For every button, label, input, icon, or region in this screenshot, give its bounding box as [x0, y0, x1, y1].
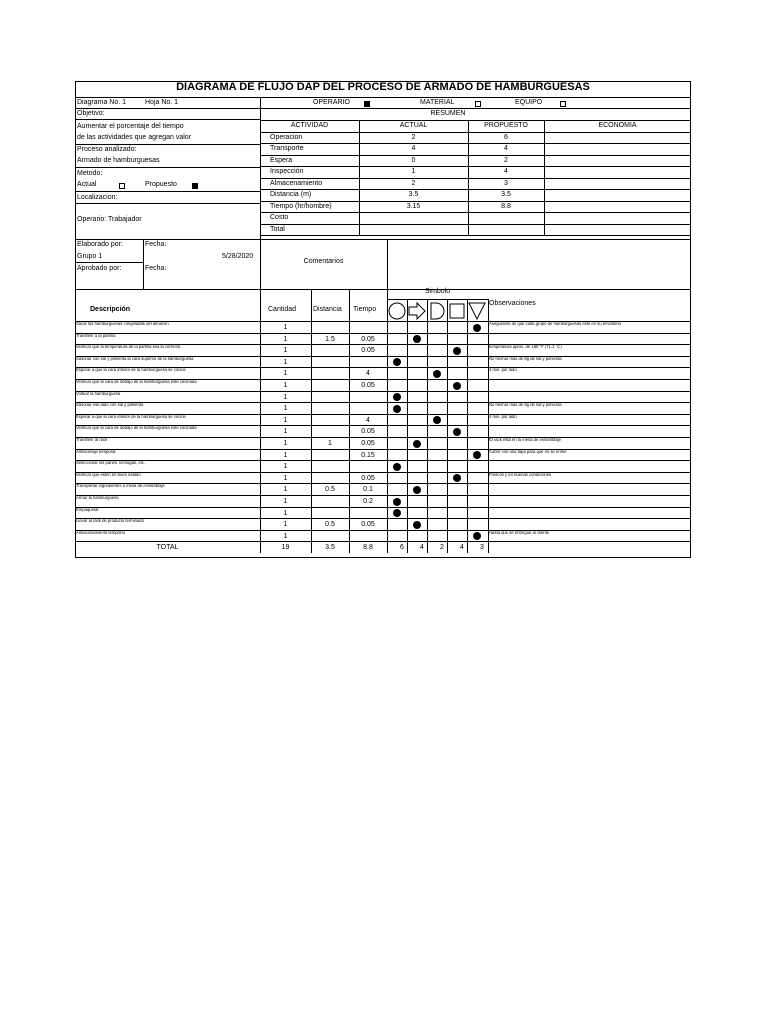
row-observaciones: temperatura aprox. de 160 °F (71.1 °C)	[489, 344, 562, 350]
resumen-propuesto: 3.5	[501, 191, 511, 198]
total-cantidad: 19	[281, 544, 290, 552]
row-description: Verificar que la cara de debajo de la hamburguesa este cocinada	[76, 379, 197, 384]
row-tiempo: 0.15	[361, 451, 375, 459]
row-tiempo: 0.05	[361, 382, 375, 389]
elaborado-label: Elaborado por:	[77, 241, 123, 248]
symbol-mark	[413, 440, 421, 448]
resumen-activity: Inspección	[270, 168, 304, 175]
divider	[260, 201, 691, 202]
fecha-value: 5/28/2020	[222, 253, 254, 260]
symbol-mark	[413, 521, 421, 529]
row-description: Almacenamiento temporal	[76, 529, 125, 535]
divider	[260, 178, 691, 179]
divider	[75, 203, 260, 204]
symbol-mark	[433, 370, 441, 378]
divider	[75, 262, 143, 263]
row-cantidad: 1	[283, 486, 288, 494]
divider	[75, 108, 691, 109]
row-observaciones: Asegurarse de que cada grupo de hamburguesas este en su envoltorio	[489, 321, 621, 326]
row-description: Almacenaje temporal	[76, 448, 116, 454]
row-observaciones: No hechar mas de 8g de sal y pimienta	[489, 402, 562, 408]
col-distancia: Distancia	[313, 306, 342, 313]
row-distancia: 1.5	[325, 335, 335, 343]
resumen-activity: Distancia (m)	[270, 191, 312, 198]
row-description: Transferir a la parrilla	[76, 332, 116, 338]
operation-circle-icon	[387, 300, 407, 320]
symbol-mark	[453, 382, 461, 390]
row-tiempo: 0.05	[361, 521, 375, 529]
operario-label: OPERARIO	[313, 99, 350, 106]
row-description: Sacar las hamburguesas congeladas del almacen	[76, 321, 169, 326]
col-observaciones: Observaciones	[489, 300, 536, 307]
row-cantidad: 1	[283, 451, 288, 459]
row-description: Sasonar con sal y pimienta la cara superior de la hamburguesa	[76, 355, 194, 361]
total-symbol-count: 4	[420, 544, 424, 552]
row-observaciones: El rack esta en la mesa de ensamblaje	[489, 437, 561, 442]
table-row	[75, 507, 691, 519]
row-cantidad: 1	[283, 498, 288, 505]
resumen-header: ACTIVIDAD	[290, 122, 329, 129]
divider	[260, 212, 691, 213]
row-cantidad: 1	[283, 393, 288, 401]
material-checkbox[interactable]	[475, 101, 481, 107]
divider	[75, 119, 260, 120]
comentarios-label: Comentarios	[303, 258, 344, 265]
table-row	[75, 460, 691, 472]
metodo-propuesto-label: Propuesto	[145, 181, 177, 188]
resumen-header: PROPUESTO	[484, 122, 528, 129]
grupo-value: Grupo 1	[77, 253, 103, 260]
col-cantidad: Cantidad	[268, 306, 297, 313]
divider	[260, 224, 691, 225]
row-cantidad: 1	[283, 428, 288, 436]
resumen-activity: Espera	[270, 156, 293, 164]
row-description: Verificar que la cara de debajo de la hamburguesa este cocinada	[76, 425, 197, 431]
total-label: TOTAL	[156, 544, 179, 552]
resumen-activity: Costo	[270, 214, 289, 221]
resumen-header: ECONOMIA	[598, 122, 637, 129]
symbol-mark	[473, 324, 481, 332]
localizacion-label: Localizacion:	[77, 194, 118, 201]
divider	[260, 120, 691, 121]
divider	[260, 235, 691, 236]
row-description: Verificar que la temperatura de la parrilla sea la correcta	[76, 344, 181, 350]
metodo-actual-checkbox[interactable]	[119, 183, 125, 189]
divider	[75, 541, 691, 542]
total-symbol-count: 6	[400, 544, 404, 552]
divider	[387, 239, 388, 289]
resumen-activity: Almacenamiento	[270, 179, 323, 187]
symbol-mark	[393, 405, 401, 413]
row-cantidad: 1	[283, 358, 288, 366]
sheet-title: DIAGRAMA DE FLUJO DAP DEL PROCESO DE ARMADO DE HAMBURGUESAS	[176, 81, 590, 93]
resumen-header: ACTUAL	[399, 122, 428, 129]
col-descripcion: Descripción	[90, 306, 131, 313]
row-cantidad: 1	[283, 347, 288, 355]
total-symbol-count: 4	[460, 544, 464, 552]
row-cantidad: 1	[283, 521, 288, 529]
divider	[75, 191, 260, 192]
divider	[75, 289, 691, 290]
row-description: Armar la hamburguesa	[76, 495, 119, 500]
resumen-activity: Operacion	[270, 133, 303, 141]
resumen-actual: 2	[411, 133, 416, 141]
aprobado-label: Aprobado por:	[77, 265, 122, 272]
resumen-propuesto: 6	[504, 133, 508, 141]
row-description: Esperar a que la cara inferior de la hamburguesa se cocine	[76, 367, 186, 373]
row-tiempo: 4	[366, 416, 370, 424]
row-description: Sasonar ese lado con sal y pimienta	[76, 402, 144, 408]
equipo-label: EQUIPO	[515, 99, 543, 106]
row-observaciones: Frescos y en buenas condiciones	[489, 471, 552, 477]
resumen-propuesto: 4	[504, 168, 508, 175]
row-observaciones: Cubrir con una tapa para que no se enfrie	[489, 448, 567, 454]
divider	[260, 189, 691, 190]
resumen-actual: 1	[411, 168, 416, 175]
inspection-square-icon	[447, 300, 467, 320]
table-row	[75, 402, 691, 414]
row-tiempo: 0.05	[361, 440, 375, 447]
row-description: Empaquetar	[76, 506, 99, 512]
divider	[260, 155, 691, 156]
row-cantidad: 1	[283, 370, 288, 378]
row-description: Seleccionar los panes, lechugas, etc.	[76, 460, 146, 466]
resumen-actual: 3.15	[406, 202, 421, 210]
equipo-checkbox[interactable]	[560, 101, 566, 107]
storage-triangle-icon	[467, 300, 487, 320]
resumen-propuesto: 4	[504, 145, 508, 152]
objetivo-line-2: de las actividades que agregan valor	[77, 134, 192, 141]
row-tiempo: 0.05	[361, 347, 375, 355]
row-distancia: 0.5	[325, 521, 335, 529]
divider	[143, 239, 144, 289]
col-tiempo: Tiempo	[353, 306, 377, 313]
total-symbol-count: 2	[440, 544, 444, 552]
row-distancia: 0.5	[325, 486, 335, 494]
row-observaciones: 4 min. por lado	[489, 413, 517, 419]
operario-line: Operario: Trabajador	[77, 216, 142, 223]
row-description: Llevar al rack de producto terminado	[76, 518, 144, 524]
divider	[75, 239, 691, 240]
fecha-label: Fecha:	[145, 265, 167, 272]
objetivo-line-1: Aumentar el porcentaje del tiempo	[77, 123, 184, 130]
symbol-mark	[393, 498, 401, 506]
fecha-label: Fecha:	[145, 241, 167, 248]
delay-d-icon	[427, 300, 447, 320]
row-observaciones: No hechar mas de 8g de sal y pimienta	[489, 355, 562, 361]
total-distancia: 3.5	[325, 544, 335, 552]
resumen-actual: 0	[411, 156, 416, 164]
total-tiempo: 8.8	[363, 544, 373, 552]
symbol-mark	[453, 347, 461, 355]
row-cantidad: 1	[283, 532, 288, 540]
row-cantidad: 1	[283, 416, 288, 424]
row-cantidad: 1	[283, 335, 288, 343]
divider	[260, 166, 691, 167]
symbol-mark	[453, 428, 461, 436]
resumen-title: RESUMEN	[430, 110, 466, 117]
divider	[75, 97, 691, 98]
diagrama-number: Diagrama No. 1	[77, 99, 127, 106]
resumen-propuesto: 8.8	[501, 202, 511, 210]
proceso-value: Armado de hamburguesas	[77, 157, 160, 164]
table-row	[75, 530, 691, 542]
operario-checkbox[interactable]	[364, 101, 370, 107]
symbol-mark	[413, 486, 421, 494]
metodo-label: Metodo:	[77, 170, 103, 177]
row-tiempo: 4	[366, 370, 370, 378]
row-cantidad: 1	[283, 474, 288, 482]
divider	[260, 132, 691, 133]
symbol-mark	[393, 463, 401, 471]
table-row	[75, 391, 691, 403]
row-tiempo: 0.05	[361, 335, 375, 343]
divider	[260, 143, 691, 144]
resumen-propuesto: 3	[504, 179, 508, 187]
hoja-number: Hoja No. 1	[145, 99, 179, 106]
row-observaciones: Hasta que se entregue al cliente	[489, 529, 550, 535]
simbolo-label: Simbolo	[424, 288, 451, 295]
resumen-actual: 4	[411, 145, 416, 152]
row-cantidad: 1	[283, 463, 288, 471]
divider	[75, 167, 260, 168]
row-cantidad: 1	[283, 509, 288, 517]
resumen-actual: 3.5	[408, 191, 419, 198]
row-tiempo: 0.05	[361, 474, 375, 482]
row-cantidad: 1	[283, 324, 288, 331]
row-tiempo: 0.05	[361, 428, 375, 436]
resumen-activity: Transporte	[270, 145, 304, 152]
divider	[544, 120, 545, 235]
metodo-actual-label: Actual	[77, 181, 97, 188]
row-description: Transportar ingredientes a mesa de ensamblaje	[76, 483, 165, 489]
metodo-propuesto-checkbox[interactable]	[192, 183, 198, 189]
row-observaciones: 4 min. por lado	[489, 367, 517, 373]
total-symbol-count: 3	[480, 544, 484, 552]
row-description: Esperar a que la cara inferior de la hamburguesa se cocine	[76, 413, 186, 419]
objetivo-label: Objetivo:	[77, 110, 105, 117]
row-tiempo: 0.2	[363, 498, 373, 505]
material-label: MATERIAL	[420, 99, 455, 106]
divider	[75, 144, 260, 145]
row-description: Transferir al rack	[76, 437, 108, 442]
row-description: Voltear la hamburguesa	[76, 390, 121, 396]
row-cantidad: 1	[283, 440, 288, 447]
row-cantidad: 1	[283, 382, 288, 389]
row-tiempo: 0.1	[363, 486, 373, 494]
row-cantidad: 1	[283, 405, 288, 413]
resumen-activity: Tiempo (hr/hombre)	[270, 202, 332, 210]
resumen-propuesto: 2	[504, 156, 508, 164]
proceso-label: Proceso analizado:	[77, 146, 137, 153]
transport-arrow-icon	[407, 300, 427, 320]
resumen-activity: Total	[270, 225, 285, 233]
row-description: Verificar que esten en buen estado	[76, 471, 141, 477]
resumen-actual: 2	[411, 179, 416, 187]
row-distancia: 1	[328, 440, 332, 447]
